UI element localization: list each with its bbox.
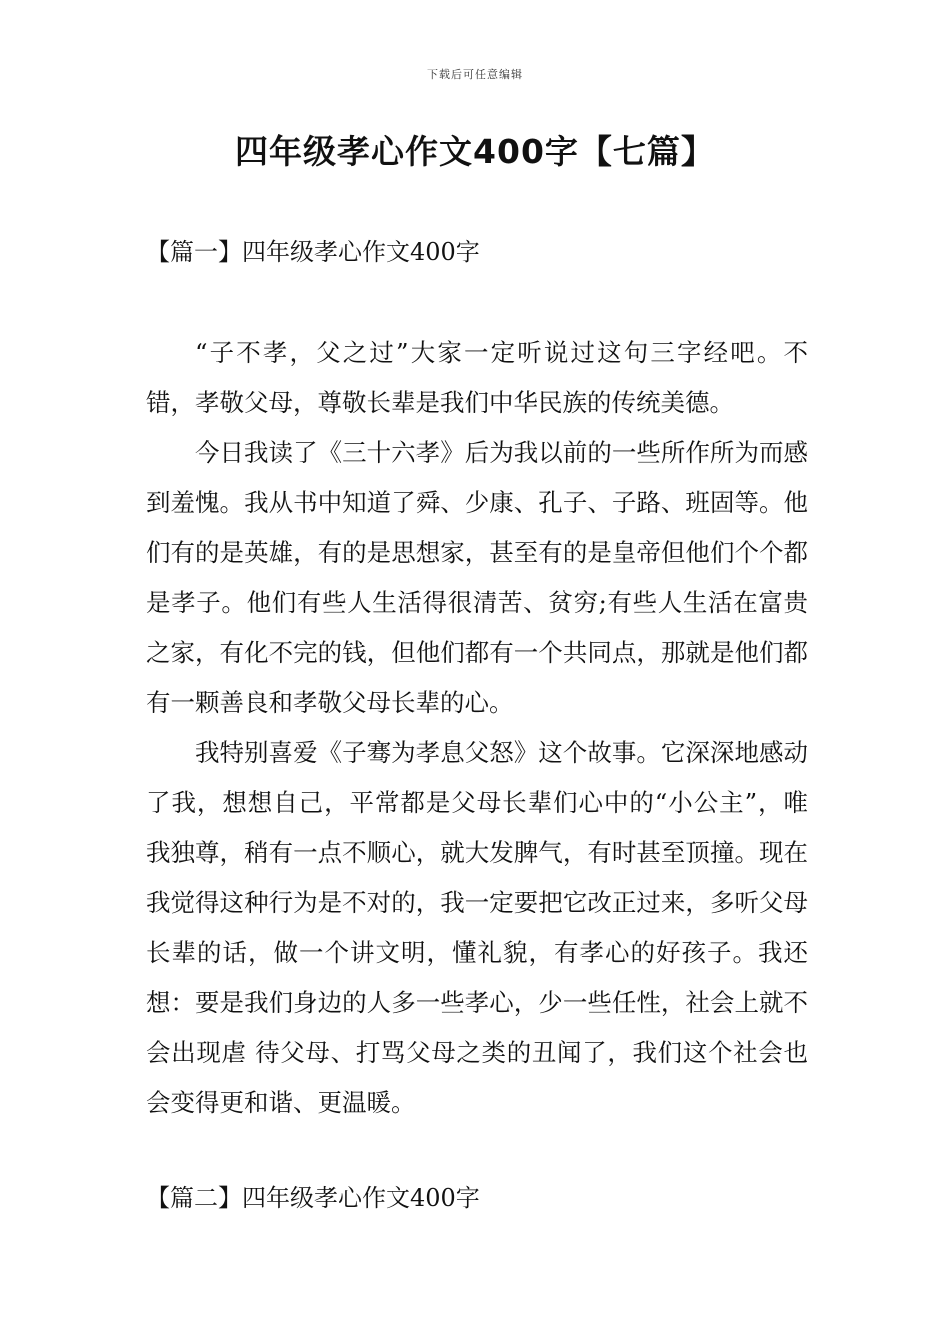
section-heading-2: 【篇二】四年级孝心作文400字 <box>146 1184 480 1212</box>
section-1-body <box>146 328 808 1128</box>
document-title: 四年级孝心作文400字【七篇】 <box>235 132 715 171</box>
paragraph-1: “子不孝，父之过”大家一定听说过这句三字经吧。不错，孝敬父母，尊敬长辈是我们中华民族的传统美德。 <box>146 338 808 417</box>
paragraph-2: 今日我读了《三十六孝》后为我以前的一些所作所为而感到羞愧。我从书中知道了舜、少康、孔子、子路、班固等。他们有的是英雄，有的是思想家，甚至有的是皇帝但他们个个都是孝子。他们有些人生活得很清苦、贫穷;有些人生活在富贵之家，有化不完的钱，但他们都有一个共同点，那就是他们都有一颗善良和孝敬父母长辈的心。 <box>146 438 808 717</box>
paragraph-3: 我特别喜爱《子骞为孝息父怒》这个故事。它深深地感动了我，想想自己，平常都是父母长辈们心中的“小公主”，唯我独尊，稍有一点不顺心，就大发脾气，有时甚至顶撞。现在我觉得这种行为是不对的，我一定要把它改正过来，多听父母长辈的话，做一个讲文明，懂礼貌，有孝心的好孩子。我还想：要是我们身边的人多一些孝心，少一些任性，社会上就不会出现虐 待父母、打骂父母之类的丑闻了，我们这个社会也会变得更和谐、更温暖。 <box>146 738 808 1117</box>
header-note: 下载后可任意编辑 <box>427 68 523 81</box>
section-heading-1: 【篇一】四年级孝心作文400字 <box>146 238 480 266</box>
